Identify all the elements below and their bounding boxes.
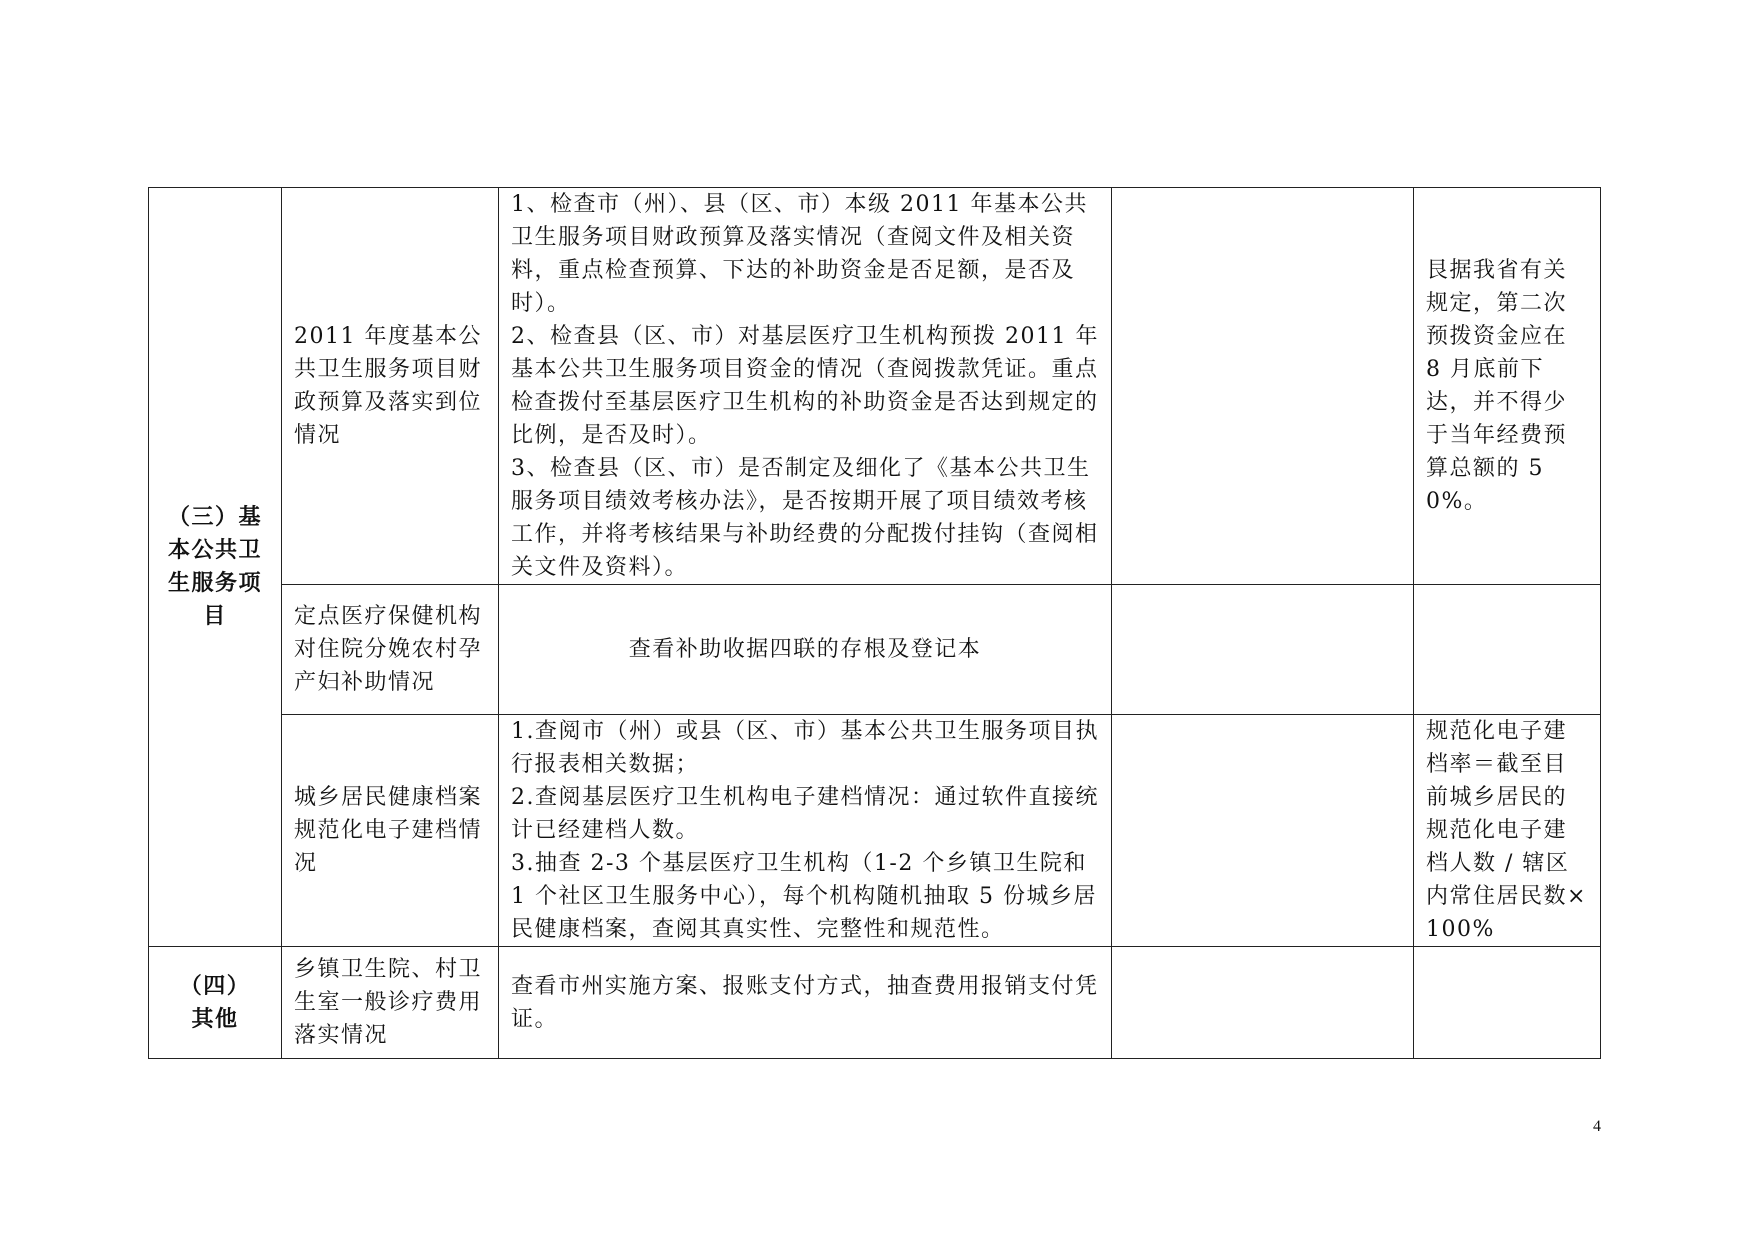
item-label: 城乡居民健康档案规范化电子建档情况 — [294, 785, 483, 876]
result-cell — [1112, 585, 1414, 715]
page-number: 4 — [1593, 1118, 1601, 1135]
note-text: 规范化电子建档率＝截至目前城乡居民的规范化电子建档人数 / 辖区内常住居民数×100% — [1426, 719, 1587, 942]
method-text: 查看补助收据四联的存根及登记本 — [628, 637, 982, 662]
category-cell — [149, 188, 282, 947]
item-label: 乡镇卫生院、村卫生室一般诊疗费用落实情况 — [294, 957, 483, 1048]
result-cell — [1112, 188, 1414, 585]
method-cell — [499, 585, 1112, 715]
method-text: 查看市州实施方案、报账支付方式，抽查费用报销支付凭证。 — [511, 973, 1099, 1032]
item-cell — [282, 585, 499, 715]
method-line: 1.查阅市（州）或县（区、市）基本公共卫生服务项目执行报表相关数据； — [511, 719, 1099, 777]
item-cell — [282, 947, 499, 1059]
note-cell — [1414, 715, 1601, 947]
table-row — [149, 715, 1601, 947]
method-cell — [499, 947, 1112, 1059]
result-cell — [1112, 947, 1414, 1059]
note-cell — [1414, 947, 1601, 1059]
inspection-table — [148, 187, 1601, 1059]
item-label: 定点医疗保健机构对住院分娩农村孕产妇补助情况 — [294, 604, 483, 695]
table-row — [149, 188, 1601, 585]
method-cell — [499, 188, 1112, 585]
note-cell — [1414, 188, 1601, 585]
category-cell — [149, 947, 282, 1059]
method-cell — [499, 715, 1112, 947]
item-cell — [282, 188, 499, 585]
note-text: 艮据我省有关规定，第二次预拨资金应在 8 月底前下达，并不得少于当年经费预算总额的 50%。 — [1426, 258, 1568, 514]
note-cell — [1414, 585, 1601, 715]
result-cell — [1112, 715, 1414, 947]
item-cell — [282, 715, 499, 947]
table-row — [149, 947, 1601, 1059]
method-line: 1、检查市（州）、县（区、市）本级 2011 年基本公共卫生服务项目财政预算及落实情况（查阅文件及相关资料，重点检查预算、下达的补助资金是否足额，是否及时）。 — [511, 192, 1088, 316]
category-label: （四） — [179, 973, 251, 999]
table-row — [149, 585, 1601, 715]
method-line: 2、检查县（区、市）对基层医疗卫生机构预拨 2011 年基本公共卫生服务项目资金的情况（查阅拨款凭证。重点检查拨付至基层医疗卫生机构的补助资金是否达到规定的比例，是否及时）。 — [511, 324, 1099, 448]
method-line: 3、检查县（区、市）是否制定及细化了《基本公共卫生服务项目绩效考核办法》，是否按期开展了项目绩效考核工作，并将考核结果与补助经费的分配拨付挂钩（查阅相关文件及资料）。 — [511, 456, 1099, 580]
category-label: （三）基本公共卫生服务项目 — [167, 505, 262, 629]
method-line: 3.抽查 2-3 个基层医疗卫生机构（1-2 个乡镇卫生院和 1 个社区卫生服务中心），每个机构随机抽取 5 份城乡居民健康档案，查阅其真实性、完整性和规范性。 — [511, 851, 1097, 942]
category-label: 其他 — [191, 1006, 239, 1032]
method-line: 2.查阅基层医疗卫生机构电子建档情况：通过软件直接统计已经建档人数。 — [511, 785, 1099, 843]
item-label: 2011 年度基本公共卫生服务项目财政预算及落实到位情况 — [294, 324, 483, 448]
